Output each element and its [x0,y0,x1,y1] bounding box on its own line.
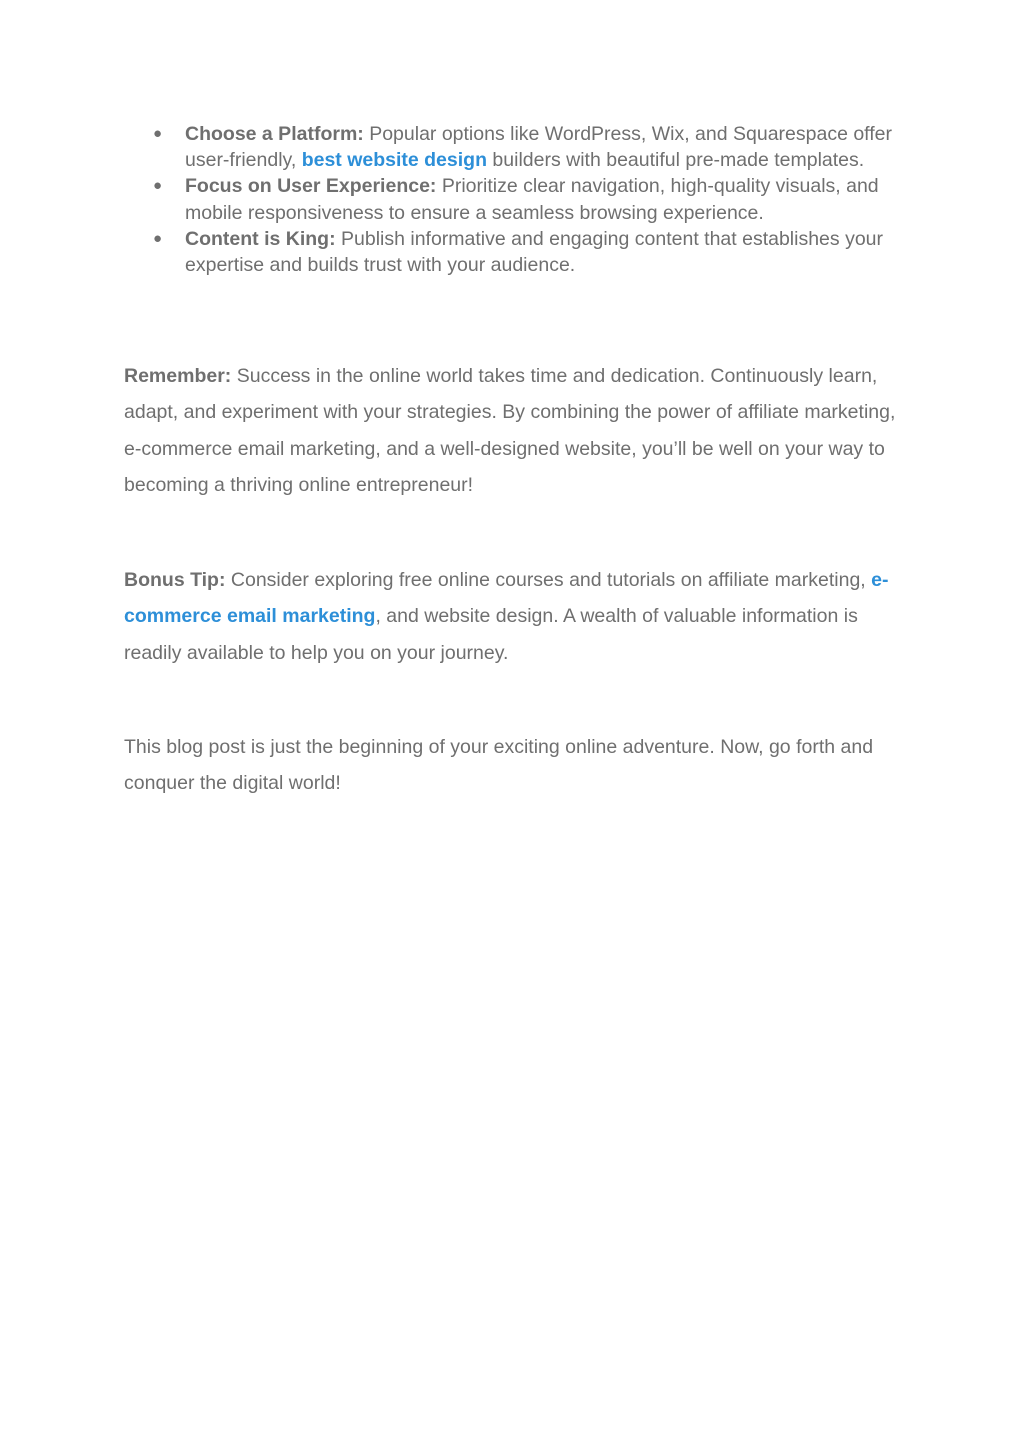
bonus-tip-paragraph [124,562,904,671]
list-item [124,173,904,225]
bullet-text: Prioritize clear navigation, high-quality visuals, and mobile responsiveness to ensure a seamless browsing experience. [185,175,879,224]
bonus-tip-text: Consider exploring free online courses and tutorials on affiliate marketing, [225,569,872,591]
list-item [124,226,904,278]
tips-list [124,121,904,278]
bullet-text: builders with beautiful pre-made templates. [487,149,865,172]
bullet-icon: ● [153,177,163,195]
bullet-icon: ● [153,125,163,142]
remember-paragraph [124,358,904,503]
closing-paragraph: This blog post is just the beginning of your exciting online adventure. Now, go forth and conquer the digital world! [124,736,874,795]
bullet-label: Choose a Platform: [185,123,364,145]
bullet-text: Popular options like WordPress, Wix, and Squarespace offer user-friendly, [185,123,892,172]
bullet-label: Focus on User Experience: [185,175,437,198]
bullet-icon: ● [153,229,163,247]
bullet-text: Publish informative and engaging content that establishes your expertise and builds trust with your audience. [185,227,884,277]
bonus-tip-label: Bonus Tip: [124,569,226,591]
list-item [124,121,904,173]
remember-label: Remember: [124,365,232,387]
remember-text: Success in the online world takes time and dedication. Continuously learn, adapt, and experiment with your strategies. By combining the power of affiliate marketing, e-commerce email marketing, and a well-designed website, you’ll be well on your way to becoming a thriving online entrepreneur! [124,365,896,496]
bonus-tip-text: , and website design. A wealth of valuable information is readily available to help you on your journey. [124,605,858,664]
best-website-design-link[interactable]: best website design [301,149,487,172]
ecommerce-email-marketing-link[interactable]: e-commerce email marketing [124,569,889,628]
bullet-label: Content is King: [185,227,336,250]
